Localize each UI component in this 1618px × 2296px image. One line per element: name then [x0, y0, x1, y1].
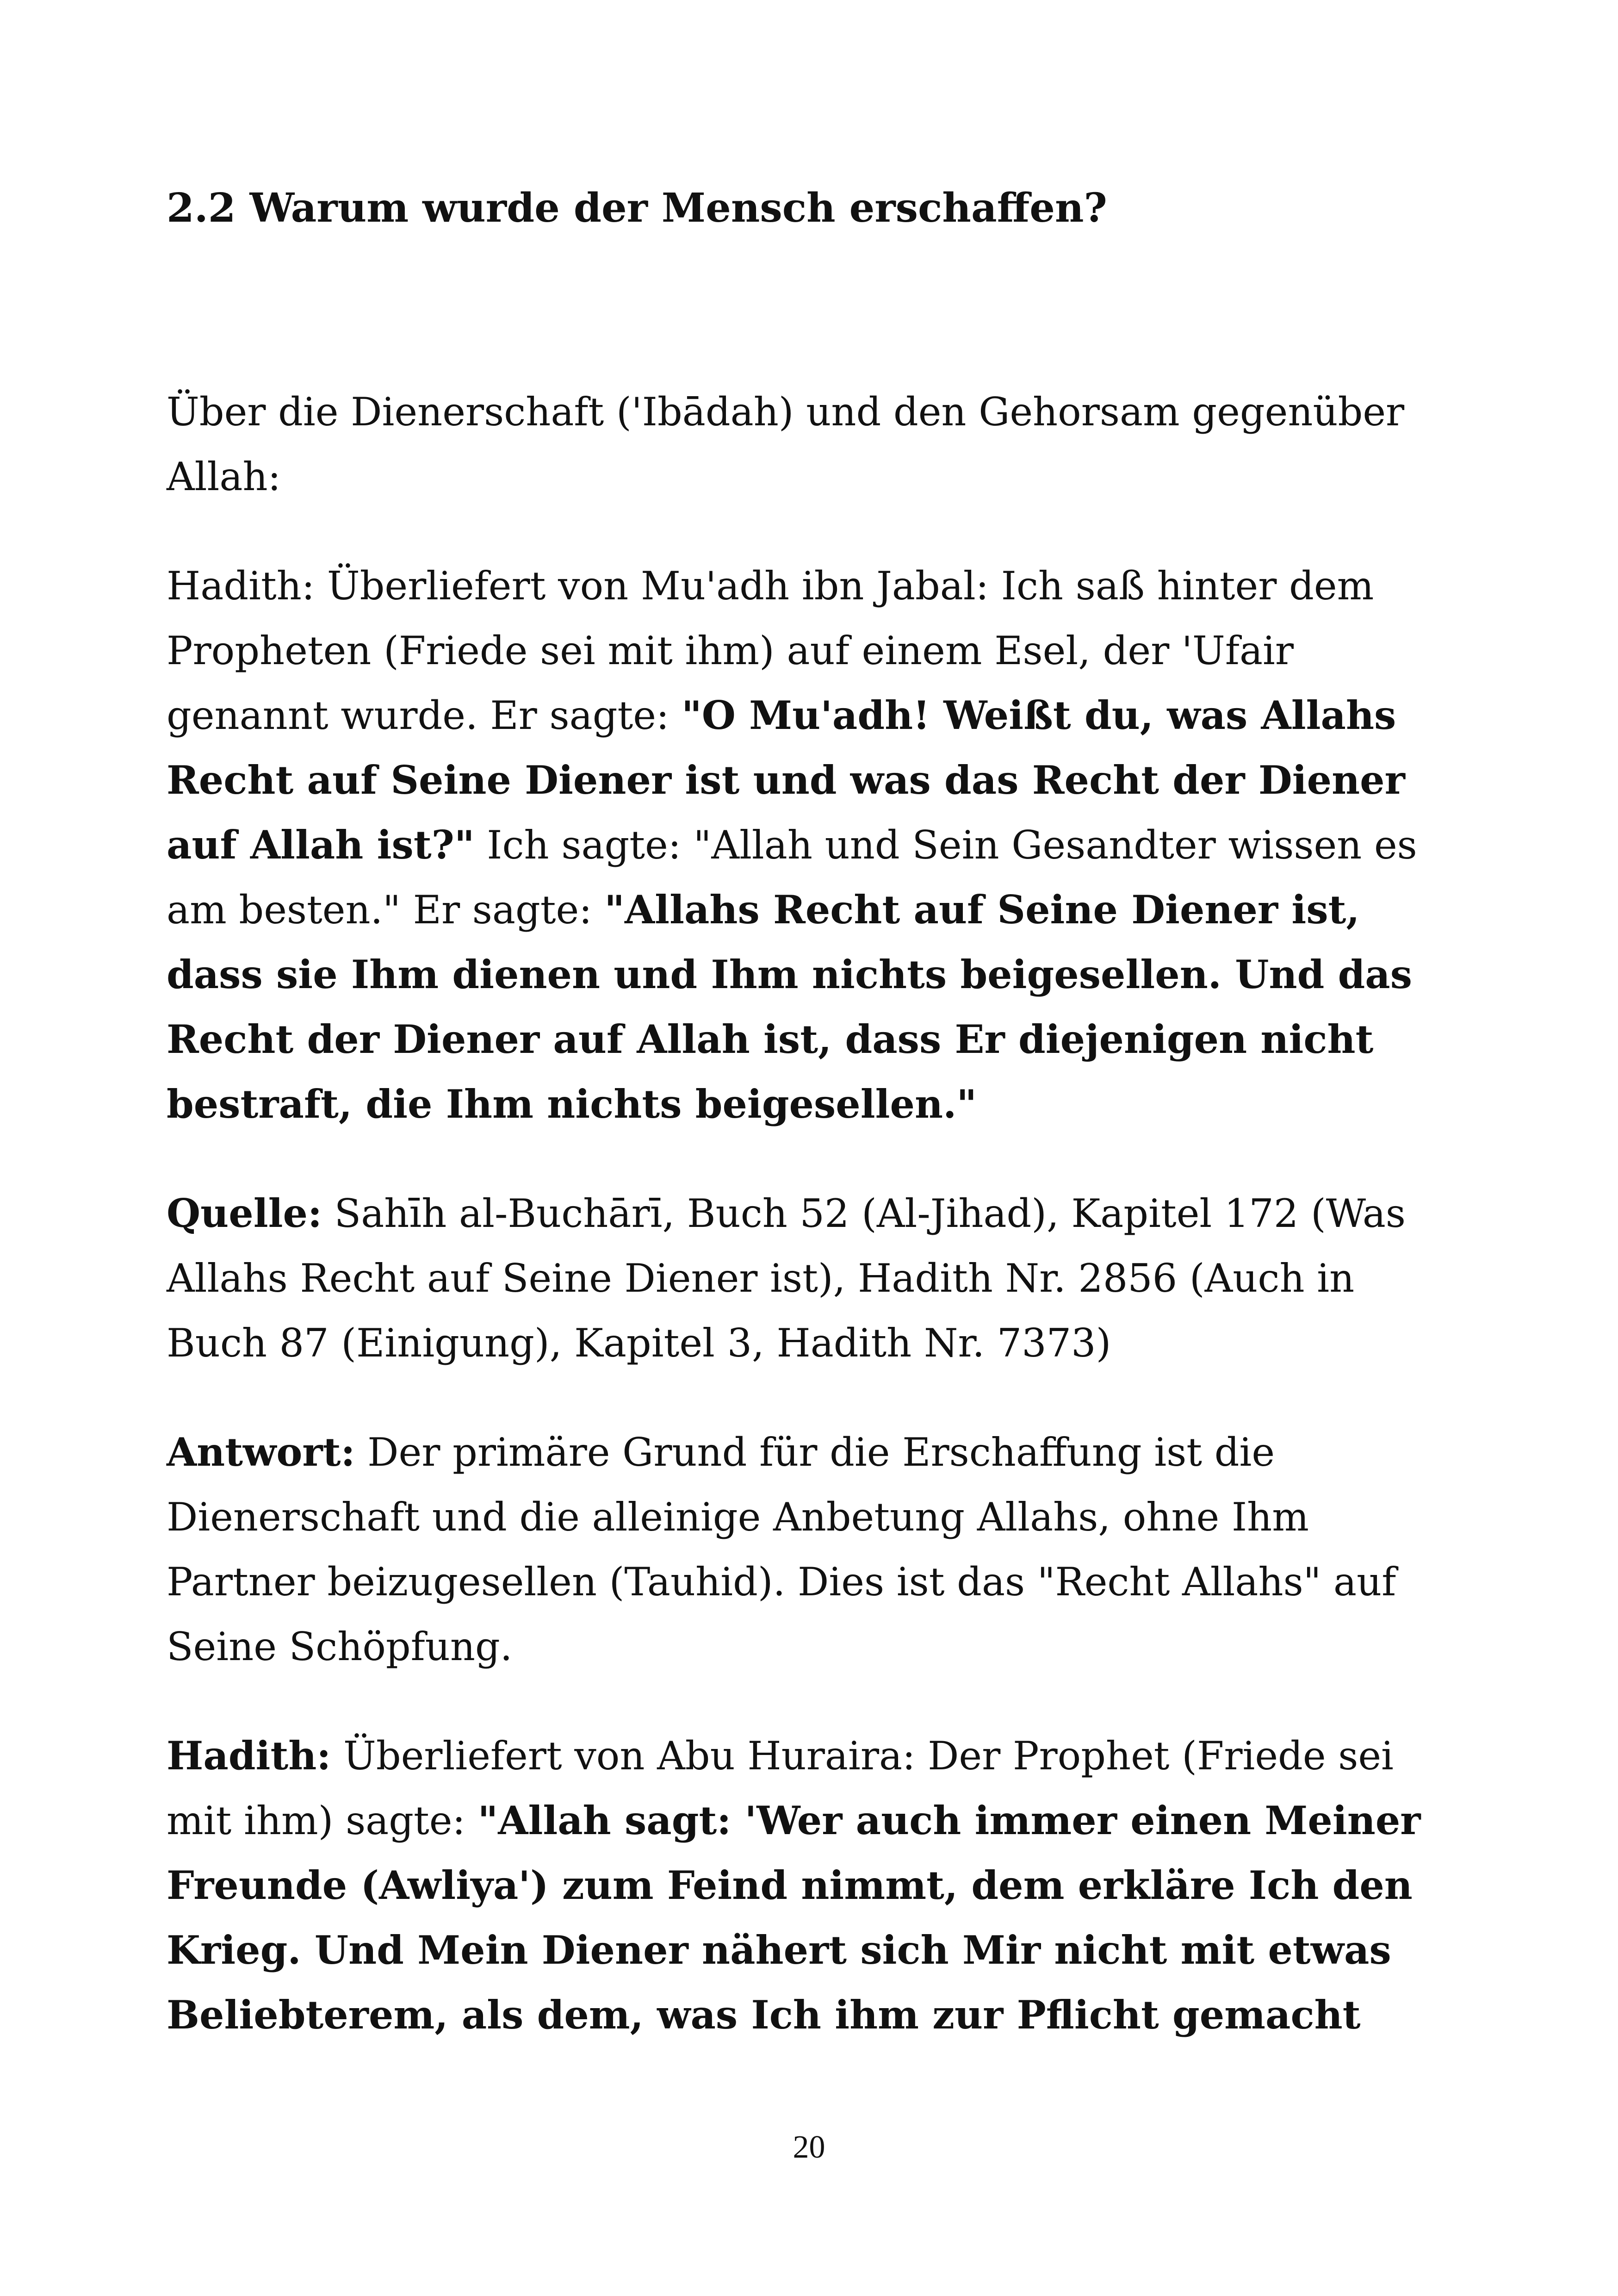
source-label: Quelle:: [167, 1190, 322, 1236]
intro-paragraph: [167, 380, 1453, 509]
answer-label: Antwort:: [167, 1429, 355, 1475]
answer-text: Der primäre Grund für die Erschaffung ist die Dienerschaft und die alleinige Anbetung Allahs, ohne Ihm Partner beizugesellen (Tauhid). Dies ist das "Recht Allahs" auf Seine Schöpfung.: [167, 1430, 1396, 1669]
hadith1-lead: Hadith: Überliefert von Mu'adh ibn Jabal: Ich saß hinter dem Propheten (Friede sei mit ihm) auf einem Esel, der 'Ufair genannt wurde. Er sagte:: [167, 563, 1374, 738]
hadith-paragraph-2: [167, 1724, 1453, 2047]
hadith2-lead: Überliefert von Abu Huraira: Der Prophet (Friede sei mit ihm) sagte:: [167, 1733, 1394, 1843]
hadith1-quote-2: "Allahs Recht auf Seine Diener ist, dass sie Ihm dienen und Ihm nichts beigesellen. Und das Recht der Diener auf Allah ist, dass Er diejenigen nicht bestraft, die Ihm nichts beigesellen.": [167, 887, 1413, 1127]
hadith2-label: Hadith:: [167, 1733, 331, 1779]
page-content: [167, 176, 1453, 2092]
hadith2-quote: "Allah sagt: 'Wer auch immer einen Meiner Freunde (Awliya') zum Feind nimmt, dem erkläre Ich den Krieg. Und Mein Diener nähert sich Mir nicht mit etwas Beliebterem, als dem, was Ich ihm zur Pflicht gemacht: [167, 1798, 1421, 2038]
source-text: Sahīh al-Buchārī, Buch 52 (Al-Jihad), Kapitel 172 (Was Allahs Recht auf Seine Diener ist), Hadith Nr. 2856 (Auch in Buch 87 (Einigung), Kapitel 3, Hadith Nr. 7373): [167, 1191, 1406, 1366]
hadith-paragraph-1: [167, 554, 1453, 1137]
answer-paragraph: [167, 1420, 1453, 1679]
page-number: 20: [793, 2129, 825, 2165]
source-paragraph: [167, 1181, 1453, 1375]
hadith1-middle: Ich sagte: "Allah und Sein Gesandter wissen es am besten." Er sagte:: [167, 822, 1417, 933]
hadith1-quote-1: "O Mu'adh! Weißt du, was Allahs Recht auf Seine Diener ist und was das Recht der Diener auf Allah ist?": [167, 692, 1405, 868]
intro-text: Über die Dienerschaft ('Ibādah) und den Gehorsam gegenüber Allah:: [167, 389, 1405, 499]
section-heading: 2.2 Warum wurde der Mensch erschaffen?: [167, 185, 1107, 231]
